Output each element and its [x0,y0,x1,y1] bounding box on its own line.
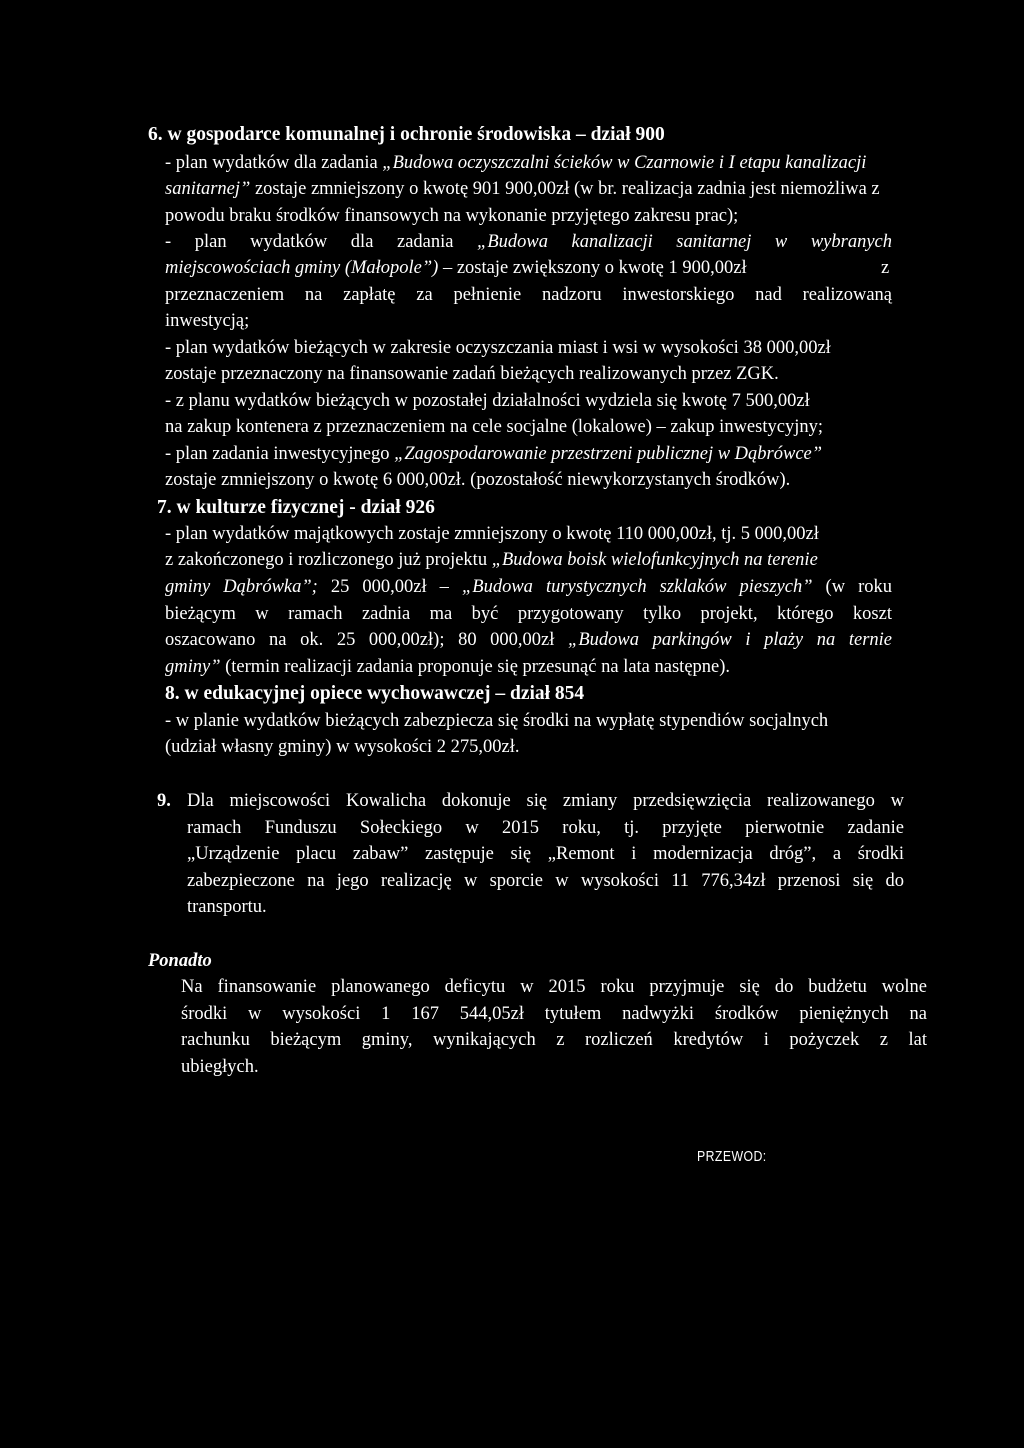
text: - plan zadania inwestycyjnego [165,444,395,464]
task-name: gminy” [165,657,221,677]
ponadto-heading: Ponadto [148,951,212,971]
section-6-line-13: zostaje zmniejszony o kwotę 6 000,00zł. (pozostałość niewykorzystanych środków). [165,470,791,490]
section-7-line-6 [165,656,730,678]
task-name: „Zagospodarowanie przestrzeni publicznej w Dąbrówce” [394,444,823,464]
text: (w roku [812,577,893,597]
section-9-line-4: zabezpieczone na jego realizację w sporcie w wysokości 11 776,34zł przenosi się do [187,871,904,891]
section-7-line-1: - plan wydatków majątkowych zostaje zmniejszony o kwotę 110 000,00zł, tj. 5 000,00zł [165,524,819,544]
section-6-line-7: inwestycją; [165,311,250,331]
section-9-line-2: ramach Funduszu Sołeckiego w 2015 roku, tj. przyjęte pierwotnie zadanie [187,818,904,838]
text: z zakończonego i rozliczonego już projektu [165,550,492,570]
section-7-heading: 7. w kulturze fizycznej - dział 926 [157,497,435,518]
section-6-line-10: - z planu wydatków bieżących w pozostałej działalności wydziela się kwotę 7 500,00zł [165,391,810,411]
section-8-heading: 8. w edukacyjnej opiece wychowawczej – dział 854 [165,683,585,704]
text: - plan wydatków dla zadania [165,153,383,173]
task-name: gminy Dąbrówka”; [165,577,318,597]
section-7-line-4: bieżącym w ramach zadnia ma być przygotowany tylko projekt, którego koszt [165,604,892,624]
ponadto-line-1: Na finansowanie planowanego deficytu w 2015 roku przyjmuje się do budżetu wolne [181,977,927,997]
text: 25 000,00zł – [317,577,462,597]
text: zostaje zmniejszony o kwotę 901 900,00zł (w br. realizacja zadnia jest niemożliwa z [250,179,880,199]
section-9-number: 9. [157,791,171,811]
section-6-line-2 [165,178,880,200]
text: (termin realizacji zadania proponuje się przesunąć na lata następne). [220,657,731,677]
section-6-line-6: przeznaczeniem na zapłatę za pełnienie nadzoru inwestorskiego nad realizowaną [165,285,892,305]
task-name: „Budowa oczyszczalni ścieków w Czarnowie i I etapu kanalizacji [382,153,867,173]
text: - plan wydatków dla zadania [165,232,478,252]
section-6-line-11: na zakup kontenera z przeznaczeniem na cele socjalne (lokalowe) – zakup inwestycyjny; [165,417,823,437]
task-name: sanitarnej” [165,179,251,199]
section-6-line-5 [165,257,747,279]
section-6-line-1 [165,152,866,174]
section-6-line-5-end: z [881,258,890,278]
text: – zostaje zwiększony o kwotę 1 900,00zł [438,258,747,278]
signature-stamp: PRZEWOD: [697,1148,767,1165]
task-name: „Budowa turystycznych szklaków pieszych” [461,577,813,597]
section-7-line-5 [165,629,892,651]
ponadto-line-4: ubiegłych. [181,1057,259,1077]
section-6-heading: 6. w gospodarce komunalnej i ochronie środowiska – dział 900 [148,124,665,145]
ponadto-line-2: środki w wysokości 1 167 544,05zł tytułem nadwyżki środków pieniężnych na [181,1004,927,1024]
section-7-line-3 [165,576,892,598]
task-name: „Budowa kanalizacji sanitarnej w wybranych [477,232,892,252]
section-6-line-12 [165,443,822,465]
section-6-line-4 [165,231,892,253]
section-9-line-1: Dla miejscowości Kowalicha dokonuje się zmiany przedsięwzięcia realizowanego w [187,791,904,811]
task-name: „Budowa parkingów i plaży na ternie [568,630,892,650]
section-6-line-3: powodu braku środków finansowych na wykonanie przyjętego zakresu prac); [165,206,739,226]
task-name: miejscowościach gminy (Małopole”) [165,258,439,278]
ponadto-line-3: rachunku bieżącym gminy, wynikających z rozliczeń kredytów i pożyczek z lat [181,1030,927,1050]
text: oszacowano na ok. 25 000,00zł); 80 000,00zł [165,630,569,650]
section-8-line-2: (udział własny gminy) w wysokości 2 275,00zł. [165,737,520,757]
section-7-line-2 [165,549,818,571]
section-9-line-3: „Urządzenie placu zabaw” zastępuje się „Remont i modernizacja dróg”, a środki [187,844,904,864]
section-8-line-1: - w planie wydatków bieżących zabezpiecza się środki na wypłatę stypendiów socjalnych [165,711,829,731]
section-6-line-8: - plan wydatków bieżących w zakresie oczyszczania miast i wsi w wysokości 38 000,00zł [165,338,831,358]
section-6-line-9: zostaje przeznaczony na finansowanie zadań bieżących realizowanych przez ZGK. [165,364,779,384]
section-9-line-5: transportu. [187,897,267,917]
task-name: „Budowa boisk wielofunkcyjnych na terenie [491,550,818,570]
